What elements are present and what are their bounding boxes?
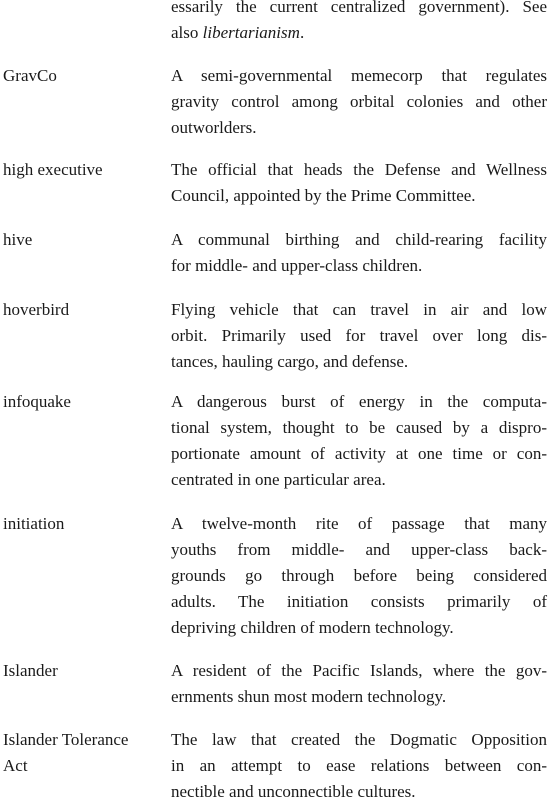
- definition-line: Flying vehicle that can travel in air and low: [171, 300, 547, 319]
- definition-line: adults. The initiation consists primarily of: [171, 592, 547, 611]
- definition-line: orbit. Primarily used for travel over long dis-: [171, 326, 547, 345]
- definition-line: essarily the current centralized government). See: [171, 0, 547, 16]
- glossary-definition: [171, 63, 547, 141]
- definition-line: portionate amount of activity at one time or con-: [171, 444, 547, 463]
- definition-line: in an attempt to ease relations between con-: [171, 756, 547, 775]
- definition-line: gravity control among orbital colonies and other: [171, 92, 547, 111]
- definition-line: ernments shun most modern technology.: [171, 687, 447, 706]
- definition-line: A communal birthing and child-rearing facility: [171, 230, 547, 249]
- glossary-term: GravCo: [3, 66, 57, 85]
- definition-line: A resident of the Pacific Islands, where the gov-: [171, 661, 547, 680]
- definition-line: A twelve-month rite of passage that many: [171, 514, 547, 533]
- glossary-term: initiation: [3, 514, 65, 533]
- glossary-definition: [171, 658, 547, 710]
- definition-line: nectible and unconnectible cultures.: [171, 782, 416, 801]
- definition-line: The law that created the Dogmatic Opposition: [171, 730, 547, 749]
- glossary-term-line: Act: [3, 756, 28, 775]
- glossary-term: high executive: [3, 160, 103, 179]
- definition-line: depriving children of modern technology.: [171, 618, 454, 637]
- definition-line: youths from middle- and upper-class back-: [171, 540, 547, 559]
- cross-reference: libertarianism: [202, 23, 300, 42]
- glossary-term: hoverbird: [3, 300, 70, 319]
- definition-line: Council, appointed by the Prime Committee.: [171, 186, 476, 205]
- definition-line: The official that heads the Defense and Wellness: [171, 160, 547, 179]
- glossary-definition: [171, 389, 547, 493]
- glossary-term: [3, 727, 163, 779]
- continued-definition: [171, 0, 547, 46]
- definition-line: A dangerous burst of energy in the computa-: [171, 392, 547, 411]
- glossary-term: Islander: [3, 661, 58, 680]
- glossary-definition: [171, 157, 547, 209]
- definition-line: also libertarianism.: [171, 23, 305, 42]
- glossary-definition: [171, 297, 547, 375]
- glossary-term: infoquake: [3, 392, 71, 411]
- glossary-term: hive: [3, 230, 33, 249]
- definition-line: outworlders.: [171, 118, 257, 137]
- definition-line: centrated in one particular area.: [171, 470, 386, 489]
- glossary-definition: [171, 511, 547, 641]
- definition-line: tances, hauling cargo, and defense.: [171, 352, 409, 371]
- glossary-definition: [171, 727, 547, 805]
- glossary-term-line: Islander Tolerance: [3, 730, 129, 749]
- definition-line: tional system, thought to be caused by a dispro-: [171, 418, 547, 437]
- definition-line: grounds go through before being considered: [171, 566, 547, 585]
- definition-line: for middle- and upper-class children.: [171, 256, 423, 275]
- glossary-definition: [171, 227, 547, 279]
- definition-line: A semi-governmental memecorp that regulates: [171, 66, 547, 85]
